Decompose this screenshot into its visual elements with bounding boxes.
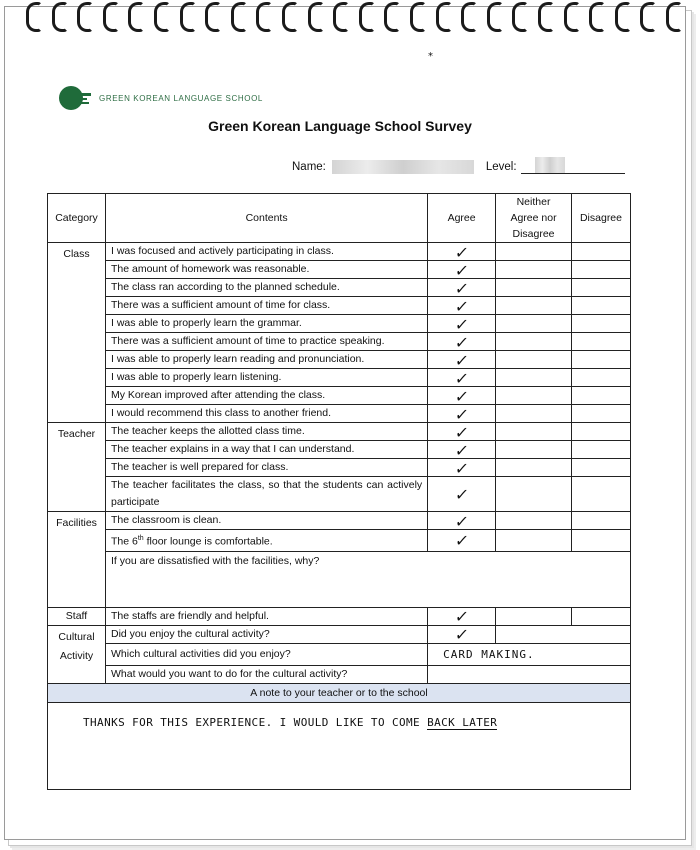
item-text: The teacher facilitates the class, so that the students can actively participate [105, 477, 427, 512]
stray-mark: ⁎ [428, 48, 433, 59]
item-text-sup: th [137, 535, 144, 542]
table-row [48, 279, 631, 297]
name-label: Name: [292, 161, 326, 173]
binding-ring [512, 2, 528, 32]
category-cultural-line: Cultural [58, 630, 95, 643]
item-text: I was focused and actively participating in class. [105, 243, 427, 261]
neither-cell[interactable] [496, 297, 572, 315]
name-redacted [332, 160, 474, 174]
disagree-cell[interactable] [571, 351, 630, 369]
table-row [48, 625, 631, 643]
neither-header [496, 194, 572, 243]
table-row [48, 665, 631, 683]
agree-tick[interactable]: ✓ [426, 512, 496, 530]
disagree-cell[interactable] [571, 530, 630, 552]
cultural-want-cell[interactable] [428, 665, 631, 683]
table-row [48, 607, 631, 625]
category-staff: Staff [48, 607, 106, 625]
category-cultural-activity [48, 625, 106, 683]
note-text-underlined: BACK LATER [427, 715, 498, 729]
handwritten-answer: CARD MAKING. [443, 647, 535, 661]
disagree-cell[interactable] [571, 297, 630, 315]
level-field [521, 161, 625, 174]
binding-ring [256, 2, 272, 32]
neither-cell[interactable] [496, 441, 572, 459]
binding-ring [128, 2, 144, 32]
disagree-cell[interactable] [571, 261, 630, 279]
note-header: A note to your teacher or to the school [48, 683, 631, 702]
disagree-cell[interactable] [571, 315, 630, 333]
name-level-line [292, 160, 625, 174]
binding-ring [282, 2, 298, 32]
neither-cell[interactable] [496, 512, 572, 530]
school-logo-icon [57, 84, 93, 112]
note-area[interactable] [48, 702, 631, 789]
agree-tick[interactable]: ✓ [426, 405, 496, 423]
table-row [48, 477, 631, 512]
disagree-cell[interactable] [571, 333, 630, 351]
agree-tick[interactable]: ✓ [426, 459, 496, 477]
disagree-cell[interactable] [571, 477, 630, 512]
item-text-part: floor lounge is comfortable. [143, 535, 273, 548]
binding-ring [666, 2, 682, 32]
table-row [48, 441, 631, 459]
item-text: If you are dissatisfied with the facilities, why? [110, 554, 320, 567]
binding-ring [461, 2, 477, 32]
table-row [48, 351, 631, 369]
category-facilities: Facilities [48, 512, 106, 608]
agree-tick[interactable]: ✓ [426, 333, 496, 351]
item-text [105, 530, 427, 552]
binding-ring [333, 2, 349, 32]
item-text: Which cultural activities did you enjoy? [105, 643, 427, 665]
survey-title: Green Korean Language School Survey [208, 118, 472, 134]
binding-ring [52, 2, 68, 32]
item-text: The teacher keeps the allotted class time. [105, 423, 427, 441]
spiral-binding [0, 0, 700, 30]
level-label: Level: [485, 161, 517, 173]
table-row [48, 333, 631, 351]
table-row [48, 387, 631, 405]
binding-ring [564, 2, 580, 32]
item-text: The teacher explains in a way that I can understand. [105, 441, 427, 459]
note-row [48, 702, 631, 789]
disagree-header: Disagree [571, 194, 630, 243]
disagree-cell[interactable] [571, 387, 630, 405]
neither-cell[interactable] [496, 459, 572, 477]
table-header-row [48, 194, 631, 243]
disagree-cell[interactable] [571, 512, 630, 530]
cultural-answer-cell[interactable] [428, 643, 631, 665]
category-header: Category [48, 194, 106, 243]
disagree-cell[interactable] [571, 459, 630, 477]
neither-cell[interactable] [496, 477, 572, 512]
table-row [48, 512, 631, 530]
item-text: There was a sufficient amount of time for class. [105, 297, 427, 315]
neither-header-line: Neither [516, 196, 551, 208]
handwritten-note [83, 716, 625, 729]
contents-header: Contents [105, 194, 427, 243]
binding-ring [103, 2, 119, 32]
neither-header-line: Agree nor [510, 212, 557, 224]
binding-ring [640, 2, 656, 32]
table-row [48, 405, 631, 423]
binding-ring [77, 2, 93, 32]
neither-cell[interactable] [496, 333, 572, 351]
neither-cell[interactable] [496, 387, 572, 405]
note-text: THANKS FOR THIS EXPERIENCE. I WOULD LIKE TO COME [83, 715, 428, 729]
agree-tick[interactable]: ✓ [426, 607, 496, 625]
blank-cell [496, 625, 631, 643]
item-text: What would you want to do for the cultural activity? [105, 665, 427, 683]
agree-tick[interactable]: ✓ [425, 477, 498, 512]
disagree-cell[interactable] [571, 405, 630, 423]
item-text: The staffs are friendly and helpful. [105, 607, 427, 625]
agree-tick[interactable]: ✓ [426, 423, 496, 441]
table-row [48, 369, 631, 387]
school-logo [57, 84, 263, 112]
school-logo-text: GREEN KOREAN LANGUAGE SCHOOL [99, 93, 263, 103]
level-redacted [535, 157, 565, 173]
note-header-row [48, 683, 631, 702]
agree-tick[interactable]: ✓ [426, 261, 496, 279]
agree-tick[interactable]: ✓ [426, 279, 496, 297]
table-row [48, 243, 631, 261]
agree-tick[interactable]: ✓ [426, 387, 496, 405]
disagree-cell[interactable] [571, 423, 630, 441]
neither-cell[interactable] [496, 243, 572, 261]
table-row [48, 530, 631, 552]
neither-cell[interactable] [496, 369, 572, 387]
binding-ring [538, 2, 554, 32]
binding-ring [231, 2, 247, 32]
item-text: There was a sufficient amount of time to practice speaking. [105, 333, 427, 351]
agree-tick[interactable]: ✓ [426, 369, 496, 387]
table-row [48, 261, 631, 279]
item-text: The classroom is clean. [105, 512, 427, 530]
agree-tick[interactable]: ✓ [426, 441, 496, 459]
table-row [48, 459, 631, 477]
neither-cell[interactable] [496, 607, 572, 625]
neither-header-line: Disagree [512, 228, 555, 240]
table-row [48, 551, 631, 607]
binding-ring [308, 2, 324, 32]
binding-ring [589, 2, 605, 32]
agree-tick[interactable]: ✓ [426, 243, 496, 261]
item-text: The amount of homework was reasonable. [105, 261, 427, 279]
binding-ring [26, 2, 42, 32]
category-teacher: Teacher [48, 423, 106, 512]
disagree-cell[interactable] [571, 279, 630, 297]
item-text: I would recommend this class to another friend. [105, 405, 427, 423]
table-row [48, 643, 631, 665]
binding-ring [384, 2, 400, 32]
item-text-part: The 6 [110, 535, 138, 548]
disagree-cell[interactable] [571, 243, 630, 261]
neither-cell[interactable] [496, 351, 572, 369]
item-text: I was able to properly learn the grammar. [105, 315, 427, 333]
agree-tick[interactable]: ✓ [426, 351, 496, 369]
agree-tick[interactable]: ✓ [426, 315, 496, 333]
neither-cell[interactable] [496, 405, 572, 423]
item-text: I was able to properly learn reading and pronunciation. [105, 351, 427, 369]
survey-table [47, 193, 631, 790]
neither-cell[interactable] [496, 279, 572, 297]
item-text: The teacher is well prepared for class. [105, 459, 427, 477]
disagree-cell[interactable] [571, 607, 630, 625]
binding-ring [359, 2, 375, 32]
table-row [48, 423, 631, 441]
table-row [48, 315, 631, 333]
agree-header: Agree [428, 194, 496, 243]
category-cultural-line: Activity [59, 649, 94, 662]
agree-tick[interactable]: ✓ [426, 297, 496, 315]
binding-ring [205, 2, 221, 32]
item-text: The class ran according to the planned schedule. [105, 279, 427, 297]
neither-cell[interactable] [496, 261, 572, 279]
item-text: My Korean improved after attending the class. [105, 387, 427, 405]
dissatisfied-answer-cell[interactable] [105, 551, 630, 607]
binding-ring [410, 2, 426, 32]
binding-ring [487, 2, 503, 32]
item-text: Did you enjoy the cultural activity? [105, 625, 427, 643]
binding-ring [154, 2, 170, 32]
category-class: Class [48, 243, 106, 423]
neither-cell[interactable] [496, 423, 572, 441]
binding-ring [436, 2, 452, 32]
disagree-cell[interactable] [571, 369, 630, 387]
item-text: I was able to properly learn listening. [105, 369, 427, 387]
agree-tick[interactable]: ✓ [426, 625, 496, 643]
neither-cell[interactable] [496, 530, 572, 552]
disagree-cell[interactable] [571, 441, 630, 459]
table-row [48, 297, 631, 315]
agree-tick[interactable]: ✓ [426, 530, 497, 552]
neither-cell[interactable] [496, 315, 572, 333]
binding-ring [615, 2, 631, 32]
binding-ring [180, 2, 196, 32]
